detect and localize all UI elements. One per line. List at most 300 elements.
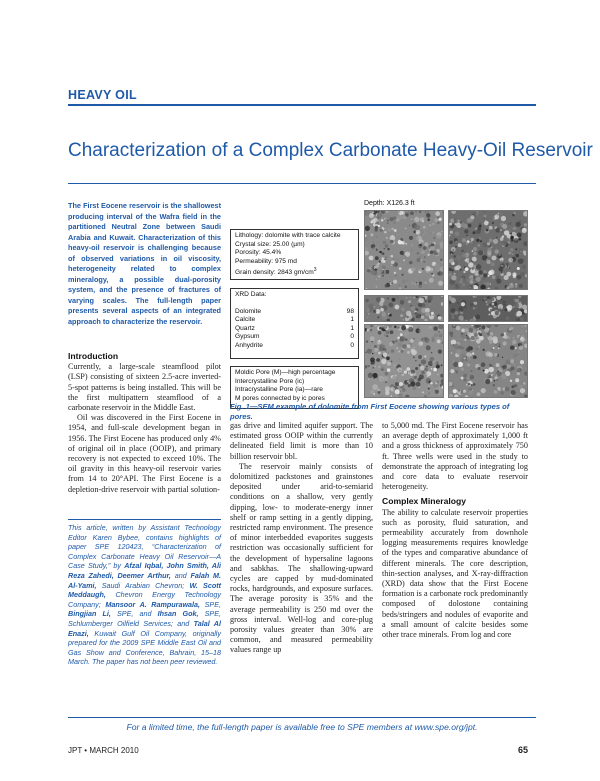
sem-grain [375,256,379,260]
sem-grain [412,262,414,264]
sem-grain [456,255,461,260]
sem-grain [456,326,461,331]
sem-grain [399,285,401,287]
sem-grain [522,305,527,310]
sem-grain [386,331,390,335]
sem-grain [375,268,378,271]
sem-grain [376,236,378,238]
sem-grain [488,336,493,341]
sem-grain [461,333,463,335]
sem-grain [433,388,435,390]
sem-grain [508,337,510,339]
sem-grain [466,384,467,385]
sem-grain [473,231,476,234]
sem-grain [381,365,385,369]
sem-grain [430,314,431,315]
sem-grain [450,231,453,234]
sem-grain [393,264,396,267]
sem-grain [456,349,461,354]
sem-grain [397,367,402,372]
sem-grain [512,232,516,236]
sem-grain [369,213,374,218]
sem-grain [463,374,467,378]
sem-grain [377,389,380,392]
sem-grain [382,345,385,348]
sem-grain [378,391,381,394]
sem-grain [397,337,400,340]
sem-grain [495,311,499,315]
sem-grain [428,385,430,387]
column-2 [230,421,373,656]
sem-grain [380,229,383,232]
sem-grain [433,223,434,224]
sem-image-6 [448,324,528,398]
sem-grain [421,250,425,254]
sem-grain [473,307,475,309]
sem-grain [367,269,370,272]
sem-grain [390,240,394,244]
sem-grain [424,338,429,343]
sem-grain [416,237,419,240]
sem-grain [391,361,393,363]
sem-grain [511,390,516,395]
sem-grain [501,260,503,262]
sem-grain [484,283,485,284]
sem-grain [437,340,441,344]
sem-grain [498,371,499,372]
sem-grain [393,267,398,272]
sem-grain [487,242,490,245]
sem-grain [396,347,398,349]
sem-grain [494,214,499,219]
sem-grain [411,296,413,298]
sem-grain [471,215,475,219]
sem-grain [450,369,454,373]
sem-grain [458,389,461,392]
sem-grain [453,362,458,367]
sem-grain [395,275,397,277]
sem-grain [392,376,396,380]
sem-grain [419,271,421,273]
figure-depth-label: Depth: X126.3 ft [364,200,415,207]
sem-grain [456,367,459,370]
sem-grain [519,385,523,389]
sem-grain [464,229,468,233]
sem-grain [454,344,459,349]
sem-grain [376,297,381,302]
sem-grain [419,244,421,246]
sem-grain [421,303,425,307]
sem-grain [410,211,414,215]
sem-grain [516,222,521,227]
sem-grain [459,269,461,271]
sem-grain [393,366,395,368]
sem-grain [388,313,390,315]
column-2-paragraph-2: The reservoir mainly consists of dolomitized packstones and grainstones deposited under arid-to-semiarid conditions on a shallow, very gently dipping, low- to moderate-energy inner shelf or ramp setting in a gently dipping, restricted ramp environment. The presence of minor interbedded evaporites suggests restriction was occasionally sufficient for the development of hypersaline lagoons and sabkhas. The shallowing-upward cycles are capped by mud-dominated rocks, hardgrounds, and exposure surfaces. The average porosity is 35% and the average permeability is 250 md over the gross interval. Well-log and core-plug porosity values greater than 30% are common, and measured permeability values range up [230,461,373,655]
sem-grain [486,229,489,232]
sem-grain [385,244,388,247]
sem-grain [470,375,475,380]
sem-grain [392,298,396,302]
sem-grain [515,299,519,303]
sem-grain [425,282,427,284]
sem-grain [436,249,440,253]
sem-grain [501,272,502,273]
sem-grain [476,347,479,350]
sem-grain [473,247,477,251]
sem-grain [466,335,467,336]
sem-grain [470,306,472,308]
sem-grain [472,257,477,262]
sem-grain [501,374,506,379]
sem-grain [510,380,512,382]
sem-grain [388,215,389,216]
sem-grain [426,213,430,217]
sem-grain [478,346,479,347]
sem-grain [501,216,506,221]
sem-grain [474,333,478,337]
sem-grain [489,314,491,316]
sem-grain [471,241,475,245]
sem-grain [468,364,470,366]
sem-grain [385,284,388,287]
sem-grain [486,351,491,356]
sem-grain [463,390,466,393]
sem-grain [426,371,431,376]
sem-grain [433,326,438,331]
sem-grain [424,256,426,258]
sem-grain [489,226,493,230]
sem-grain [511,346,515,350]
sem-grain [519,301,521,303]
sem-grain [387,297,389,299]
sem-grain [520,360,524,364]
sem-grain [455,311,459,315]
sem-grain [378,352,381,355]
introduction-heading: Introduction [68,351,119,361]
sem-grain [423,226,426,229]
sem-grain [370,357,375,362]
sem-grain [458,315,463,320]
sem-grain [430,251,433,254]
sem-grain [429,249,431,251]
sem-grain [490,309,493,312]
sem-grain [437,235,441,239]
xrd-mineral: Quartz [235,324,255,332]
sem-grain [515,254,519,258]
sem-grain [466,236,471,241]
sem-grain [405,228,407,230]
sem-grain [427,254,429,256]
sem-grain [520,251,521,252]
sem-grain [454,288,455,289]
sem-grain [431,273,433,275]
sem-grain [436,269,439,272]
sem-grain [430,246,435,251]
sem-grain [385,381,387,383]
sem-grain [387,222,389,224]
sem-grain [420,342,423,345]
sem-grain [430,232,431,233]
sem-grain [408,327,413,332]
sem-grain [481,223,482,224]
sem-grain [510,248,514,252]
sem-grain [510,327,513,330]
sem-grain [522,228,527,233]
sem-grain [419,282,422,285]
sem-grain [432,360,437,365]
sem-grain [483,277,486,280]
sem-grain [414,376,417,379]
sem-grain [429,326,432,329]
sem-grain [489,364,490,365]
sem-grain [511,370,517,376]
sem-grain [416,316,419,319]
sem-grain [411,325,413,327]
sem-grain [466,352,471,357]
sem-grain [423,261,425,263]
xrd-mineral: Gypsum [235,333,260,340]
sem-grain [457,302,459,304]
sem-grain [379,340,380,341]
sem-grain [472,268,474,270]
sem-grain [492,275,496,279]
sem-grain [365,352,367,354]
sem-grain [502,241,507,246]
sem-grain [368,379,370,381]
credit-and: and [170,570,191,580]
grain-density-superscript: 3 [313,267,317,273]
sem-grain [488,271,492,275]
sem-grain [405,338,408,341]
complex-mineralogy-heading: Complex Mineralogy [382,496,467,507]
sem-grain [450,219,454,223]
sem-grain [432,339,435,342]
sem-grain [465,259,468,262]
sem-grain [514,217,515,218]
sem-grain [368,304,373,309]
sem-grain [367,349,372,354]
sem-grain [384,248,385,249]
sem-grain [394,326,397,329]
sem-grain [418,355,422,359]
sem-grain [452,316,455,319]
sem-grain [365,299,369,303]
lithology-line: Lithology: dolomite with trace calcite [235,232,341,239]
sem-grain [501,391,505,395]
sem-grain [431,368,433,370]
sem-grain [439,334,443,338]
sem-grain [434,264,440,270]
sem-grain [456,372,458,374]
sem-grain [391,349,394,352]
sem-grain [382,252,385,255]
sem-grain [410,244,413,247]
sem-grain [432,231,435,234]
sem-grain [476,239,479,242]
credit-authors-7: Talal Al Enazi, [68,618,221,638]
sem-grain [400,238,403,241]
sem-grain [514,303,519,308]
sem-grain [471,304,473,306]
sem-grain [493,239,498,244]
sem-grain [393,251,395,253]
sem-grain [372,353,374,355]
sem-grain [418,387,419,388]
sem-grain [407,367,411,371]
sem-grain [435,244,440,249]
sem-grain [487,248,491,252]
sem-grain [477,227,481,231]
sem-grain [400,391,401,392]
sem-grain [487,296,490,299]
sem-grain [514,384,517,387]
sem-grain [382,263,384,265]
sem-grain [468,346,471,349]
sem-grain [490,332,494,336]
sem-grain [435,390,439,394]
sem-grain [407,316,409,318]
sem-grain [492,247,494,249]
sem-grain [385,270,389,274]
sem-grain [420,256,421,257]
credit-intro: This article, written by Assistant Technology Editor Karen Bybee, contains highlights of paper SPE 120423, “Characterization of Complex Carbonate Heavy Oil Reservoir—A Case Study,” by [68,523,221,571]
sem-grain [399,370,400,371]
sem-grain [485,379,490,384]
sem-grain [512,343,514,345]
sem-grain [491,262,495,266]
sem-grain [438,218,441,221]
credit-authors-2: Falah M. Al-Yami, [68,570,221,590]
sem-grain [401,350,404,353]
sem-grain [391,228,394,231]
sem-grain [385,369,387,371]
sem-grain [512,214,515,217]
sem-grain [409,225,410,226]
sem-grain [465,328,470,333]
sem-grain [414,347,415,348]
sem-grain [410,339,414,343]
sem-grain [515,248,517,250]
sem-grain [376,358,380,362]
sem-grain [380,308,384,312]
sem-grain [467,359,470,362]
sem-grain [455,246,457,248]
sem-grain [405,243,407,245]
sem-grain [411,249,413,251]
sem-grain [483,215,486,218]
sem-grain [475,227,478,230]
sem-grain [381,219,383,221]
journal-footer: JPT • MARCH 2010 [68,746,139,755]
sem-grain [377,213,382,218]
sem-grain [517,233,522,238]
sem-grain [449,241,453,245]
sem-grain [402,272,405,275]
sem-grain [465,267,469,271]
sem-grain [458,362,463,367]
sem-grain [421,359,426,364]
sem-grain [455,336,456,337]
sem-grain [486,259,488,261]
sem-grain [473,302,475,304]
sem-grain [384,218,385,219]
sem-grain [453,249,455,251]
sem-grain [502,224,507,229]
sem-grain [384,258,386,260]
bottom-rule [68,717,536,718]
sem-grain [518,336,521,339]
sem-grain [512,337,514,339]
sem-grain [387,248,389,250]
sem-grain [379,327,382,330]
sem-grain [471,238,474,241]
sem-grain [473,212,476,215]
sem-grain [499,308,501,310]
sem-grain [491,246,493,248]
sem-grain [476,307,477,308]
sem-grain [511,385,514,388]
sem-grain [495,376,498,379]
sem-grain [372,247,376,251]
sem-grain [451,275,456,280]
sem-grain [372,242,374,244]
sem-grain [489,341,492,344]
sem-grain [381,312,386,317]
sem-grain [484,297,486,299]
sem-grain [427,345,429,347]
sem-grain [400,300,405,305]
sem-grain [370,336,375,341]
sem-grain [419,364,421,366]
xrd-value: 1 [350,324,354,332]
sem-grain [450,373,451,374]
sem-grain [414,284,416,286]
sem-grain [501,333,502,334]
sem-grain [426,268,427,269]
sem-grain [414,224,420,230]
sem-grain [473,383,476,386]
sem-grain [375,226,378,229]
sem-grain [419,211,421,213]
sem-grain [437,222,440,225]
credit-authors-4: Mansoor A. Rampurawala, [105,599,201,609]
sem-grain [377,317,379,319]
sem-grain [512,272,516,276]
sem-grain [397,342,402,347]
sem-grain [411,370,415,374]
xrd-value: 1 [350,316,354,323]
sem-grain [426,266,431,271]
sem-grain [513,229,515,231]
sem-grain [503,365,507,369]
sem-grain [477,244,480,247]
sem-grain [427,218,430,221]
sem-grain [455,223,457,225]
sem-grain [501,270,503,272]
article-title: Characterization of a Complex Carbonate Heavy-Oil Reservoir [68,140,593,161]
sem-grain [524,339,526,341]
sem-grain [387,228,390,231]
sem-grain [398,334,400,336]
sem-grain [506,316,510,320]
sem-grain [480,240,482,242]
sem-grain [409,236,413,240]
sem-grain [398,351,400,353]
sem-grain [492,336,498,342]
sem-grain [390,330,394,334]
sem-grain [407,351,410,354]
